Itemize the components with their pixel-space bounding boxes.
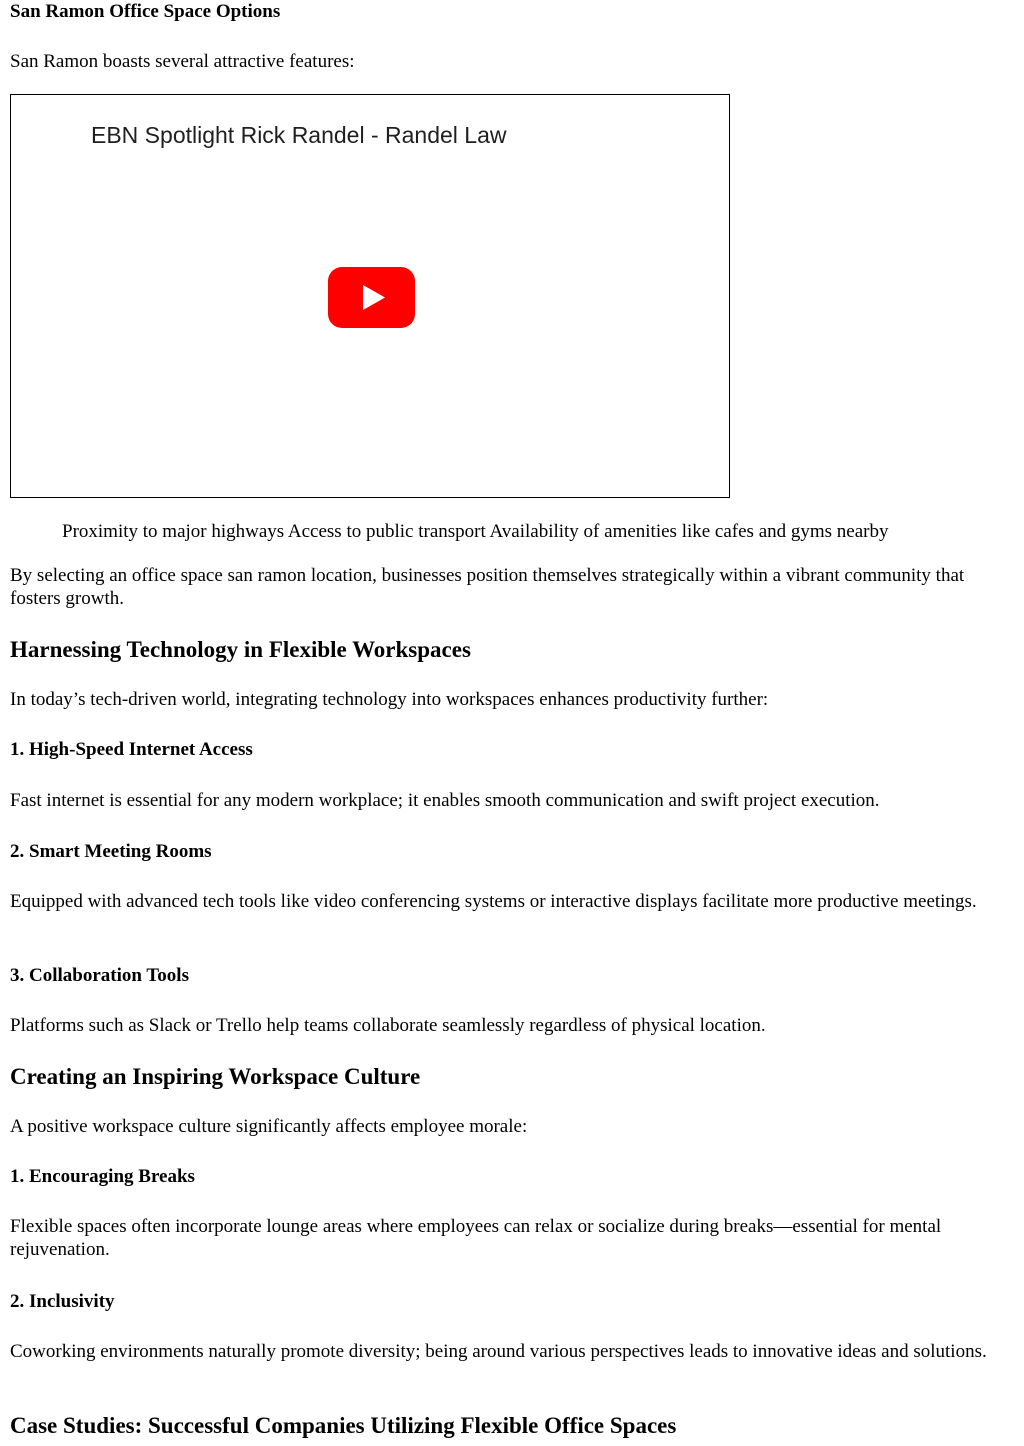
section-title: San Ramon Office Space Options: [10, 1, 281, 22]
features-list: Proximity to major highways Access to public transport Availability of amenities like cafes and gyms nearby: [62, 521, 889, 542]
intro-paragraph: San Ramon boasts several attractive features:: [10, 51, 355, 72]
tech-item-title-internet: 1. High-Speed Internet Access: [10, 739, 253, 760]
tech-item-text-internet: Fast internet is essential for any modern workplace; it enables smooth communication and swift project execution.: [10, 790, 880, 811]
technology-heading: Harnessing Technology in Flexible Workspaces: [10, 637, 471, 662]
tech-item-title-meeting-rooms: 2. Smart Meeting Rooms: [10, 841, 212, 862]
video-embed[interactable]: [10, 94, 730, 498]
location-paragraph: By selecting an office space san ramon location, businesses position themselves strategically within a vibrant community that fosters growth.: [10, 565, 965, 609]
youtube-play-icon[interactable]: [328, 267, 415, 328]
culture-intro: A positive workspace culture significantly affects employee morale:: [10, 1116, 528, 1137]
culture-item-text-inclusivity: Coworking environments naturally promote diversity; being around various perspectives leads to innovative ideas and solutions.: [10, 1341, 987, 1362]
tech-item-text-meeting-rooms: Equipped with advanced tech tools like video conferencing systems or interactive displays facilitate more productive meetings.: [10, 891, 977, 912]
culture-item-text-breaks: Flexible spaces often incorporate lounge areas where employees can relax or socialize during breaks—essential for mental rejuvenation.: [10, 1216, 942, 1260]
culture-item-title-breaks: 1. Encouraging Breaks: [10, 1166, 195, 1187]
culture-heading: Creating an Inspiring Workspace Culture: [10, 1064, 421, 1089]
tech-item-text-collaboration: Platforms such as Slack or Trello help teams collaborate seamlessly regardless of physical location.: [10, 1015, 766, 1036]
tech-item-title-collaboration: 3. Collaboration Tools: [10, 965, 189, 986]
video-title[interactable]: EBN Spotlight Rick Randel - Randel Law: [91, 122, 507, 148]
case-studies-heading: Case Studies: Successful Companies Utilizing Flexible Office Spaces: [10, 1413, 677, 1438]
culture-item-title-inclusivity: 2. Inclusivity: [10, 1291, 115, 1312]
technology-intro: In today’s tech-driven world, integrating technology into workspaces enhances productivity further:: [10, 689, 769, 710]
